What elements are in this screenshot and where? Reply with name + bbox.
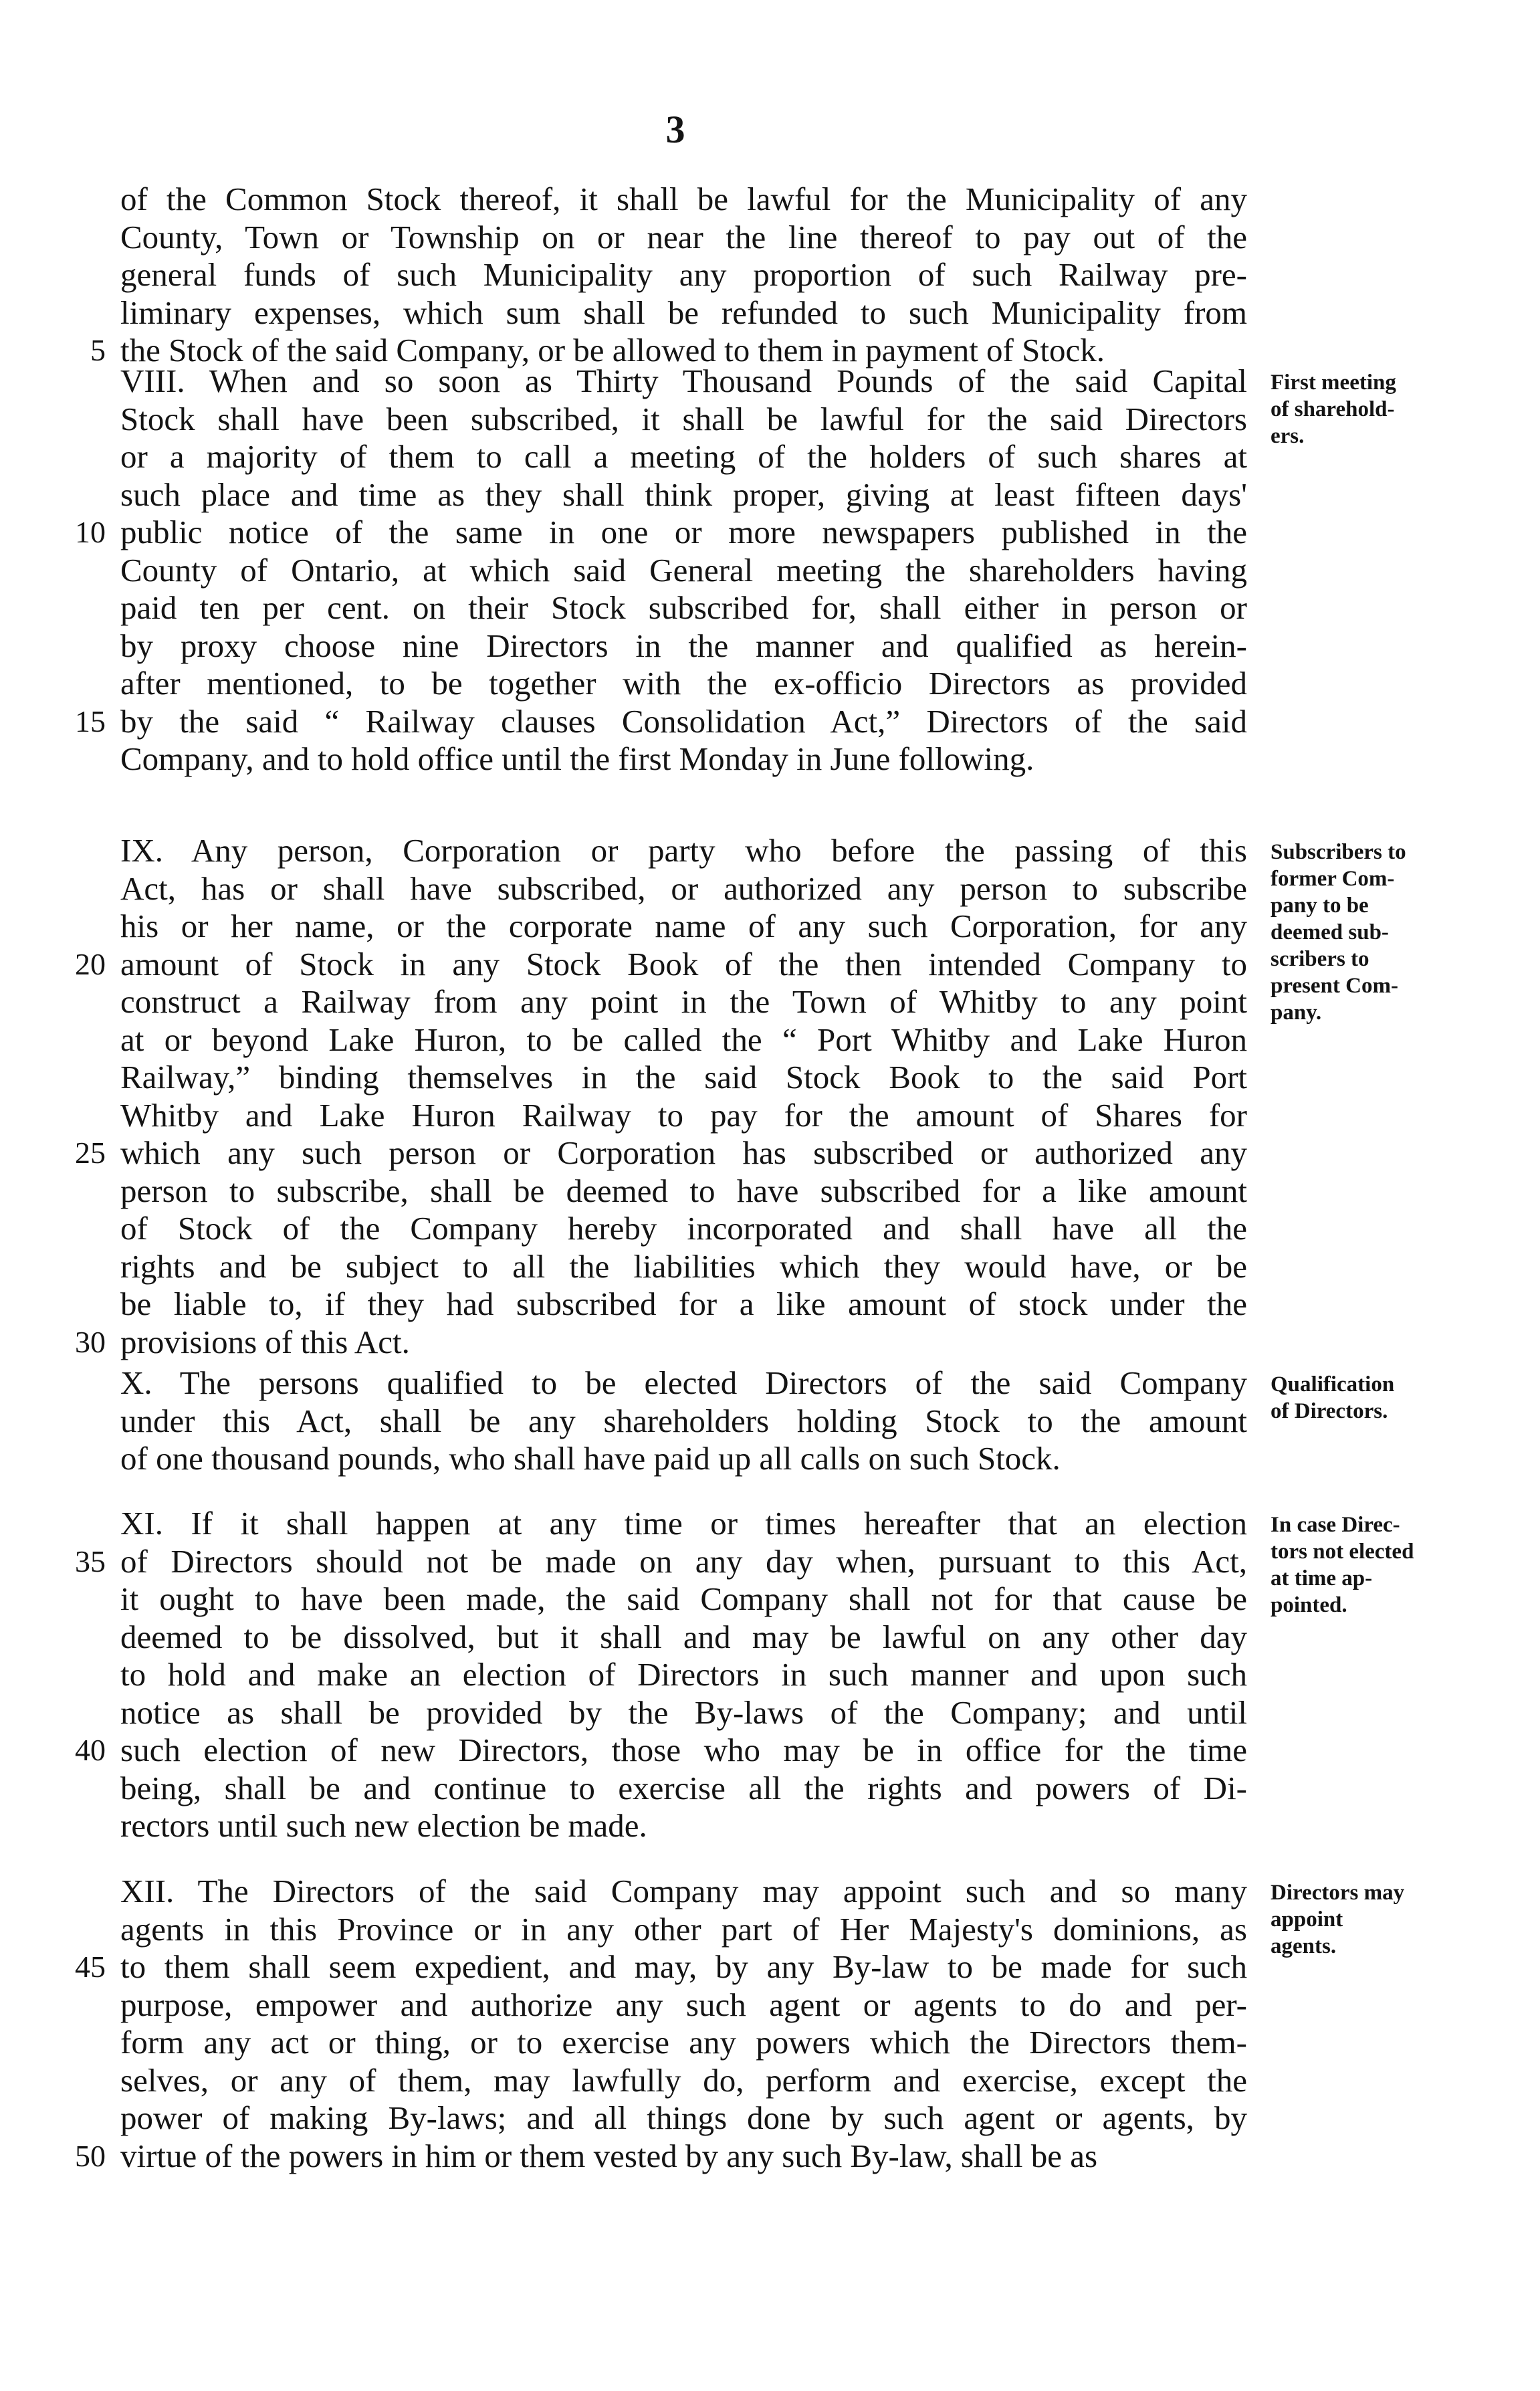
paragraph-line-text: notice as shall be provided by the By-laws of the Company; and until bbox=[120, 1694, 1247, 1731]
paragraph-line-text: to them shall seem expedient, and may, by any By-law to be made for such bbox=[120, 1948, 1247, 1985]
paragraph-line-text: VIII. When and so soon as Thirty Thousand Pounds of the said Capital bbox=[120, 362, 1247, 399]
margin-note-line: present Com- bbox=[1271, 974, 1398, 998]
margin-note bbox=[1271, 369, 1511, 449]
paragraph-line-text: under this Act, shall be any shareholders holding Stock to the amount bbox=[120, 1402, 1247, 1439]
margin-note-line: at time ap- bbox=[1271, 1566, 1373, 1590]
paragraph-line-text: his or her name, or the corporate name of any such Corporation, for any bbox=[120, 908, 1247, 944]
line-number: 5 bbox=[90, 333, 106, 367]
paragraph-line-text: liminary expenses, which sum shall be refunded to such Municipality from bbox=[120, 294, 1247, 331]
paragraph-line-text: after mentioned, to be together with the ex-officio Directors as provided bbox=[120, 665, 1247, 702]
line-number: 10 bbox=[75, 515, 106, 549]
paragraph-line-text: Railway,” binding themselves in the said Stock Book to the said Port bbox=[120, 1059, 1247, 1096]
paragraph-line-text: of one thousand pounds, who shall have paid up all calls on such Stock. bbox=[120, 1440, 1061, 1477]
paragraph-line-text: XII. The Directors of the said Company may appoint such and so many bbox=[120, 1873, 1247, 1909]
paragraph-line-text: which any such person or Corporation has subscribed or authorized any bbox=[120, 1134, 1247, 1171]
paragraph-line-text: person to subscribe, shall be deemed to have subscribed for a like amount bbox=[120, 1172, 1247, 1209]
paragraph-line-text: to hold and make an election of Directors in such manner and upon such bbox=[120, 1656, 1247, 1693]
paragraph-line-text: at or beyond Lake Huron, to be called the “ Port Whitby and Lake Huron bbox=[120, 1021, 1247, 1058]
margin-note-line: pany to be bbox=[1271, 894, 1369, 918]
margin-note-line: tors not elected bbox=[1271, 1540, 1414, 1564]
line-number: 35 bbox=[75, 1544, 106, 1578]
paragraph-line-text: or a majority of them to call a meeting of the holders of such shares at bbox=[120, 438, 1247, 475]
paragraph-line-text: Company, and to hold office until the first Monday in June following. bbox=[120, 740, 1034, 777]
line-number: 30 bbox=[75, 1325, 106, 1359]
paragraph-line-text: power of making By-laws; and all things done by such agent or agents, by bbox=[120, 2099, 1247, 2136]
margin-note bbox=[1271, 1512, 1511, 1619]
line-number: 45 bbox=[75, 1950, 106, 1984]
paragraph-line-text: deemed to be dissolved, but it shall and may be lawful on any other day bbox=[120, 1619, 1247, 1655]
paragraph-line-text: Stock shall have been subscribed, it shall be lawful for the said Directors bbox=[120, 401, 1247, 437]
paragraph-line-text: the Stock of the said Company, or be allowed to them in payment of Stock. bbox=[120, 332, 1105, 369]
line-number: 25 bbox=[75, 1136, 106, 1170]
paragraph-line-text: of the Common Stock thereof, it shall be lawful for the Municipality of any bbox=[120, 181, 1247, 217]
paragraph-line-text: selves, or any of them, may lawfully do, perform and exercise, except the bbox=[120, 2062, 1247, 2099]
margin-note-line: appoint bbox=[1271, 1907, 1343, 1932]
margin-note-line: pany. bbox=[1271, 1001, 1322, 1025]
line-number: 40 bbox=[75, 1733, 106, 1767]
paragraph-line-text: construct a Railway from any point in the Town of Whitby to any point bbox=[120, 983, 1247, 1020]
margin-note-line: Directors may bbox=[1271, 1881, 1405, 1905]
paragraph-line-text: County, Town or Township on or near the line thereof to pay out of the bbox=[120, 219, 1247, 255]
margin-note-line: First meeting bbox=[1271, 371, 1396, 395]
page-number: 3 bbox=[665, 108, 685, 151]
margin-note-line: Qualification bbox=[1271, 1372, 1395, 1396]
paragraph-line-text: such election of new Directors, those who may be in office for the time bbox=[120, 1732, 1247, 1768]
paragraph-line-text: X. The persons qualified to be elected Directors of the said Company bbox=[120, 1364, 1247, 1401]
paragraph-line-text: rectors until such new election be made. bbox=[120, 1807, 647, 1844]
margin-note bbox=[1271, 1371, 1511, 1425]
line-number: 20 bbox=[75, 947, 106, 981]
margin-note bbox=[1271, 1879, 1511, 1960]
paragraph-line-text: purpose, empower and authorize any such agent or agents to do and per- bbox=[120, 1986, 1247, 2023]
paragraph-line-text: County of Ontario, at which said General meeting the shareholders having bbox=[120, 552, 1247, 589]
paragraph-line-text: by proxy choose nine Directors in the manner and qualified as herein- bbox=[120, 627, 1247, 664]
margin-note-line: of Directors. bbox=[1271, 1399, 1388, 1423]
paragraph-line-text: such place and time as they shall think proper, giving at least fifteen days' bbox=[120, 476, 1247, 513]
paragraph-line-text: by the said “ Railway clauses Consolidation Act,” Directors of the said bbox=[120, 703, 1247, 740]
margin-note-line: deemed sub- bbox=[1271, 920, 1389, 944]
paragraph-line-text: Whitby and Lake Huron Railway to pay for the amount of Shares for bbox=[120, 1097, 1247, 1134]
paragraph-line-text: form any act or thing, or to exercise any powers which the Directors them- bbox=[120, 2024, 1247, 2061]
paragraph-line-text: XI. If it shall happen at any time or times hereafter that an election bbox=[120, 1505, 1247, 1542]
line-number: 50 bbox=[75, 2139, 106, 2173]
margin-note-line: former Com- bbox=[1271, 867, 1395, 891]
paragraph-line-text: amount of Stock in any Stock Book of the then intended Company to bbox=[120, 946, 1247, 982]
paragraph-line-text: it ought to have been made, the said Company shall not for that cause be bbox=[120, 1580, 1247, 1617]
paragraph-line-text: being, shall be and continue to exercise all the rights and powers of Di- bbox=[120, 1770, 1247, 1806]
margin-note-line: of sharehold- bbox=[1271, 397, 1395, 421]
margin-note-line: ers. bbox=[1271, 424, 1305, 448]
paragraph-line-text: IX. Any person, Corporation or party who before the passing of this bbox=[120, 832, 1247, 869]
margin-note-line: In case Direc- bbox=[1271, 1513, 1400, 1537]
paragraph-line-text: paid ten per cent. on their Stock subscribed for, shall either in person or bbox=[120, 589, 1247, 626]
margin-note-line: agents. bbox=[1271, 1934, 1337, 1958]
paragraph-line-text: provisions of this Act. bbox=[120, 1324, 410, 1360]
paragraph-line-text: be liable to, if they had subscribed for a like amount of stock under the bbox=[120, 1285, 1247, 1322]
paragraph-line-text: agents in this Province or in any other part of Her Majesty's dominions, as bbox=[120, 1911, 1247, 1948]
line-number: 15 bbox=[75, 704, 106, 738]
paragraph-line-text: of Directors should not be made on any day when, pursuant to this Act, bbox=[120, 1543, 1247, 1580]
paragraph-line-text: Act, has or shall have subscribed, or authorized any person to subscribe bbox=[120, 870, 1247, 907]
paragraph-line-text: of Stock of the Company hereby incorporated and shall have all the bbox=[120, 1210, 1247, 1247]
paragraph-line-text: rights and be subject to all the liabilities which they would have, or be bbox=[120, 1248, 1247, 1285]
margin-note-line: Subscribers to bbox=[1271, 840, 1406, 864]
margin-note-line: pointed. bbox=[1271, 1593, 1347, 1617]
margin-note bbox=[1271, 839, 1511, 1026]
paragraph-line-text: public notice of the same in one or more newspapers published in the bbox=[120, 514, 1247, 550]
paragraph-line-text: general funds of such Municipality any proportion of such Railway pre- bbox=[120, 256, 1247, 293]
paragraph-line-text: virtue of the powers in him or them vested by any such By-law, shall be as bbox=[120, 2138, 1098, 2174]
margin-note-line: scribers to bbox=[1271, 947, 1369, 971]
